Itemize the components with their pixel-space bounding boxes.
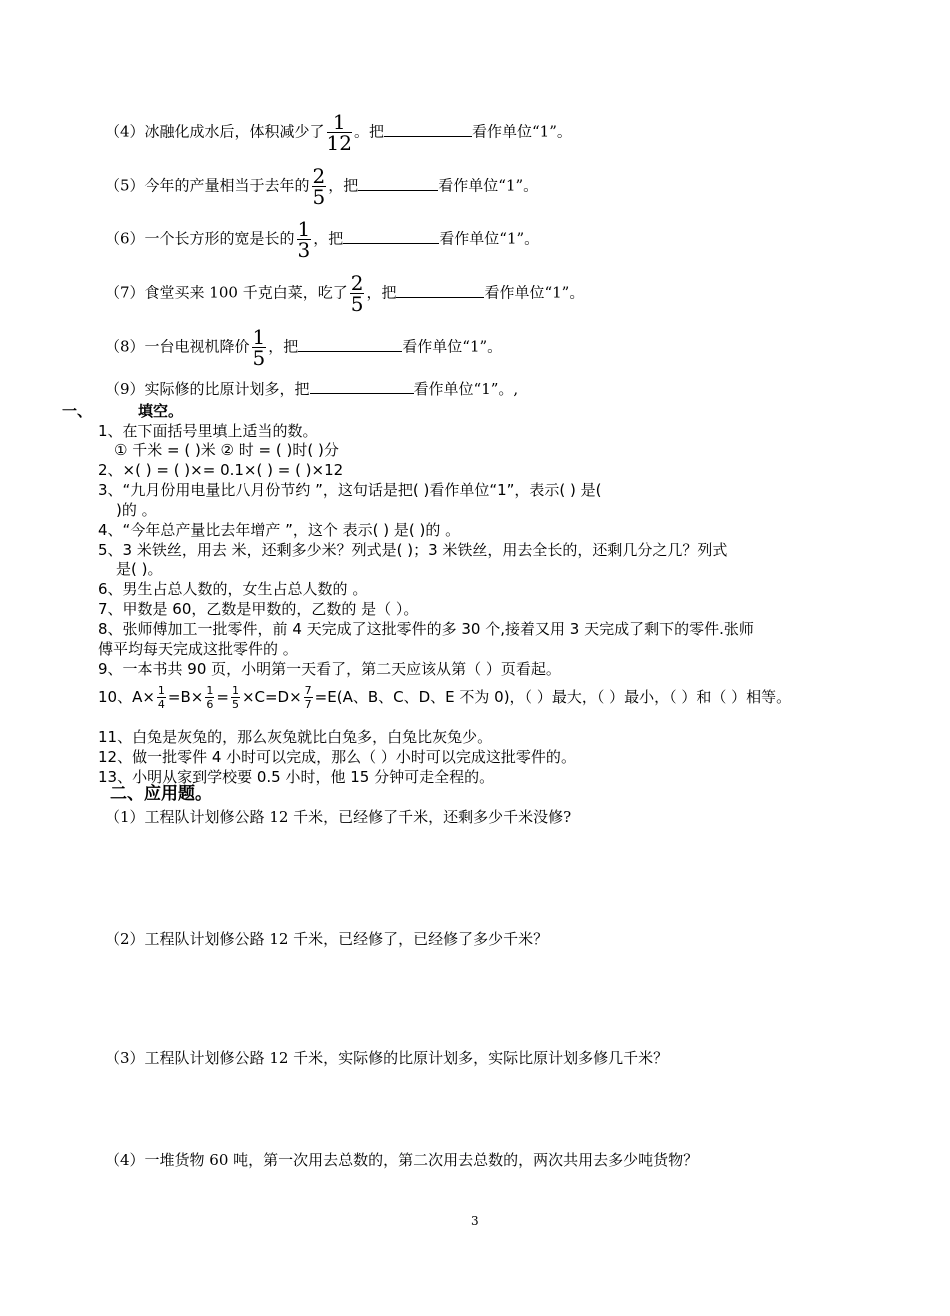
answer-blank[interactable]	[358, 176, 438, 191]
fill-line: )的 。	[116, 501, 157, 519]
fraction: $\frac{1}{12}$	[326, 110, 352, 155]
question-5: （5）今年的产量相当于去年的 $\frac{2}{5}$ ，把 看作单位“1”。	[105, 164, 539, 209]
fill-line: 1、在下面括号里填上适当的数。	[98, 422, 318, 440]
fraction: $\frac{2}{5}$	[350, 271, 364, 316]
fill-line: 9、一本书共 90 页，小明第一天看了，第二天应该从第（ ）页看起。	[98, 660, 561, 678]
fill-line: 2、×( ) = ( )×= 0.1×( ) = ( )×12	[98, 461, 344, 479]
apply-question: （4）一堆货物 60 吨，第一次用去总数的，第二次用去总数的，两次共用去多少吨货物？	[105, 1151, 699, 1169]
apply-question: （1）工程队计划修公路 12 千米，已经修了千米，还剩多少千米没修?	[105, 808, 572, 826]
fraction: $\frac{1}{5}$	[231, 684, 239, 711]
fill-line: 6、男生占总人数的，女生占总人数的 。	[98, 580, 368, 598]
fill-line: 3、“九月份用电量比八月份节约 ”，这句话是把( )看作单位“1”，表示( ) 是(	[98, 481, 602, 499]
fraction: $\frac{1}{3}$	[297, 217, 311, 262]
fraction: $\frac{7}{7}$	[304, 684, 312, 711]
fill-line: 5、3 米铁丝，用去 米，还剩多少米？列式是( )；3 米铁丝，用去全长的，还剩几分之几？列式	[98, 541, 728, 559]
answer-blank[interactable]	[310, 379, 414, 394]
fraction: $\frac{2}{5}$	[312, 164, 326, 209]
fill-line: 是( )。	[116, 560, 163, 578]
fill-line: 13、小明从家到学校要 0.5 小时，他 15 分钟可走全程的。	[98, 768, 495, 786]
answer-blank[interactable]	[396, 283, 484, 298]
fraction: $\frac{1}{5}$	[252, 325, 266, 370]
answer-blank[interactable]	[384, 122, 472, 137]
apply-question: （3）工程队计划修公路 12 千米，实际修的比原计划多，实际比原计划多修几千米？	[105, 1049, 669, 1067]
fill-line-10: 10、A× $\frac{1}{4}$ =B× $\frac{1}{6}$ = $\frac{1}{5}$ ×C=D× $\frac{7}{7}$ =E(A、B、C、D、E 不为 0)，（ ）最大，（ ）最小，（ ）和（ ）相等。	[98, 684, 792, 711]
fill-line: 8、张师傅加工一批零件，前 4 天完成了这批零件的多 30 个,接着又用 3 天完成了剩下的零件.张师	[98, 620, 754, 638]
fill-line: 11、白兔是灰兔的，那么灰兔就比白兔多，白兔比灰兔少。	[98, 728, 493, 746]
question-6: （6）一个长方形的宽是长的 $\frac{1}{3}$ ，把 看作单位“1”。	[105, 217, 540, 262]
question-8: （8）一台电视机降价 $\frac{1}{5}$ ，把 看作单位“1”。	[105, 325, 503, 370]
fill-line: 傅平均每天完成这批零件的 。	[98, 640, 298, 658]
answer-blank[interactable]	[298, 337, 402, 352]
question-7: （7）食堂买来 100 千克白菜，吃了 $\frac{2}{5}$ ，把 看作单位“1”。	[105, 271, 585, 316]
answer-blank[interactable]	[343, 229, 439, 244]
fill-line: 7、甲数是 60，乙数是甲数的，乙数的 是（ ）。	[98, 600, 419, 618]
question-9: （9）实际修的比原计划多，把 看作单位“1”。,	[105, 380, 519, 398]
fill-line: ① 千米 = ( )米 ② 时 = ( )时( )分	[114, 441, 339, 459]
section-2-title: 二、应用题。	[110, 784, 212, 804]
fill-line: 12、做一批零件 4 小时可以完成，那么（ ）小时可以完成这批零件的。	[98, 748, 576, 766]
section-1-number: 一、	[62, 402, 93, 420]
fill-line: 4、“今年总产量比去年增产 ”，这个 表示( ) 是( )的 。	[98, 521, 461, 539]
fraction: $\frac{1}{6}$	[206, 684, 214, 711]
question-4: （4）冰融化成水后，体积减少了 $\frac{1}{12}$ 。把 看作单位“1”。	[105, 110, 572, 155]
section-1-title: 填空。	[138, 402, 184, 420]
page-number: 3	[471, 1214, 479, 1228]
fraction: $\frac{1}{4}$	[157, 684, 165, 711]
apply-question: （2）工程队计划修公路 12 千米，已经修了，已经修了多少千米？	[105, 930, 549, 948]
